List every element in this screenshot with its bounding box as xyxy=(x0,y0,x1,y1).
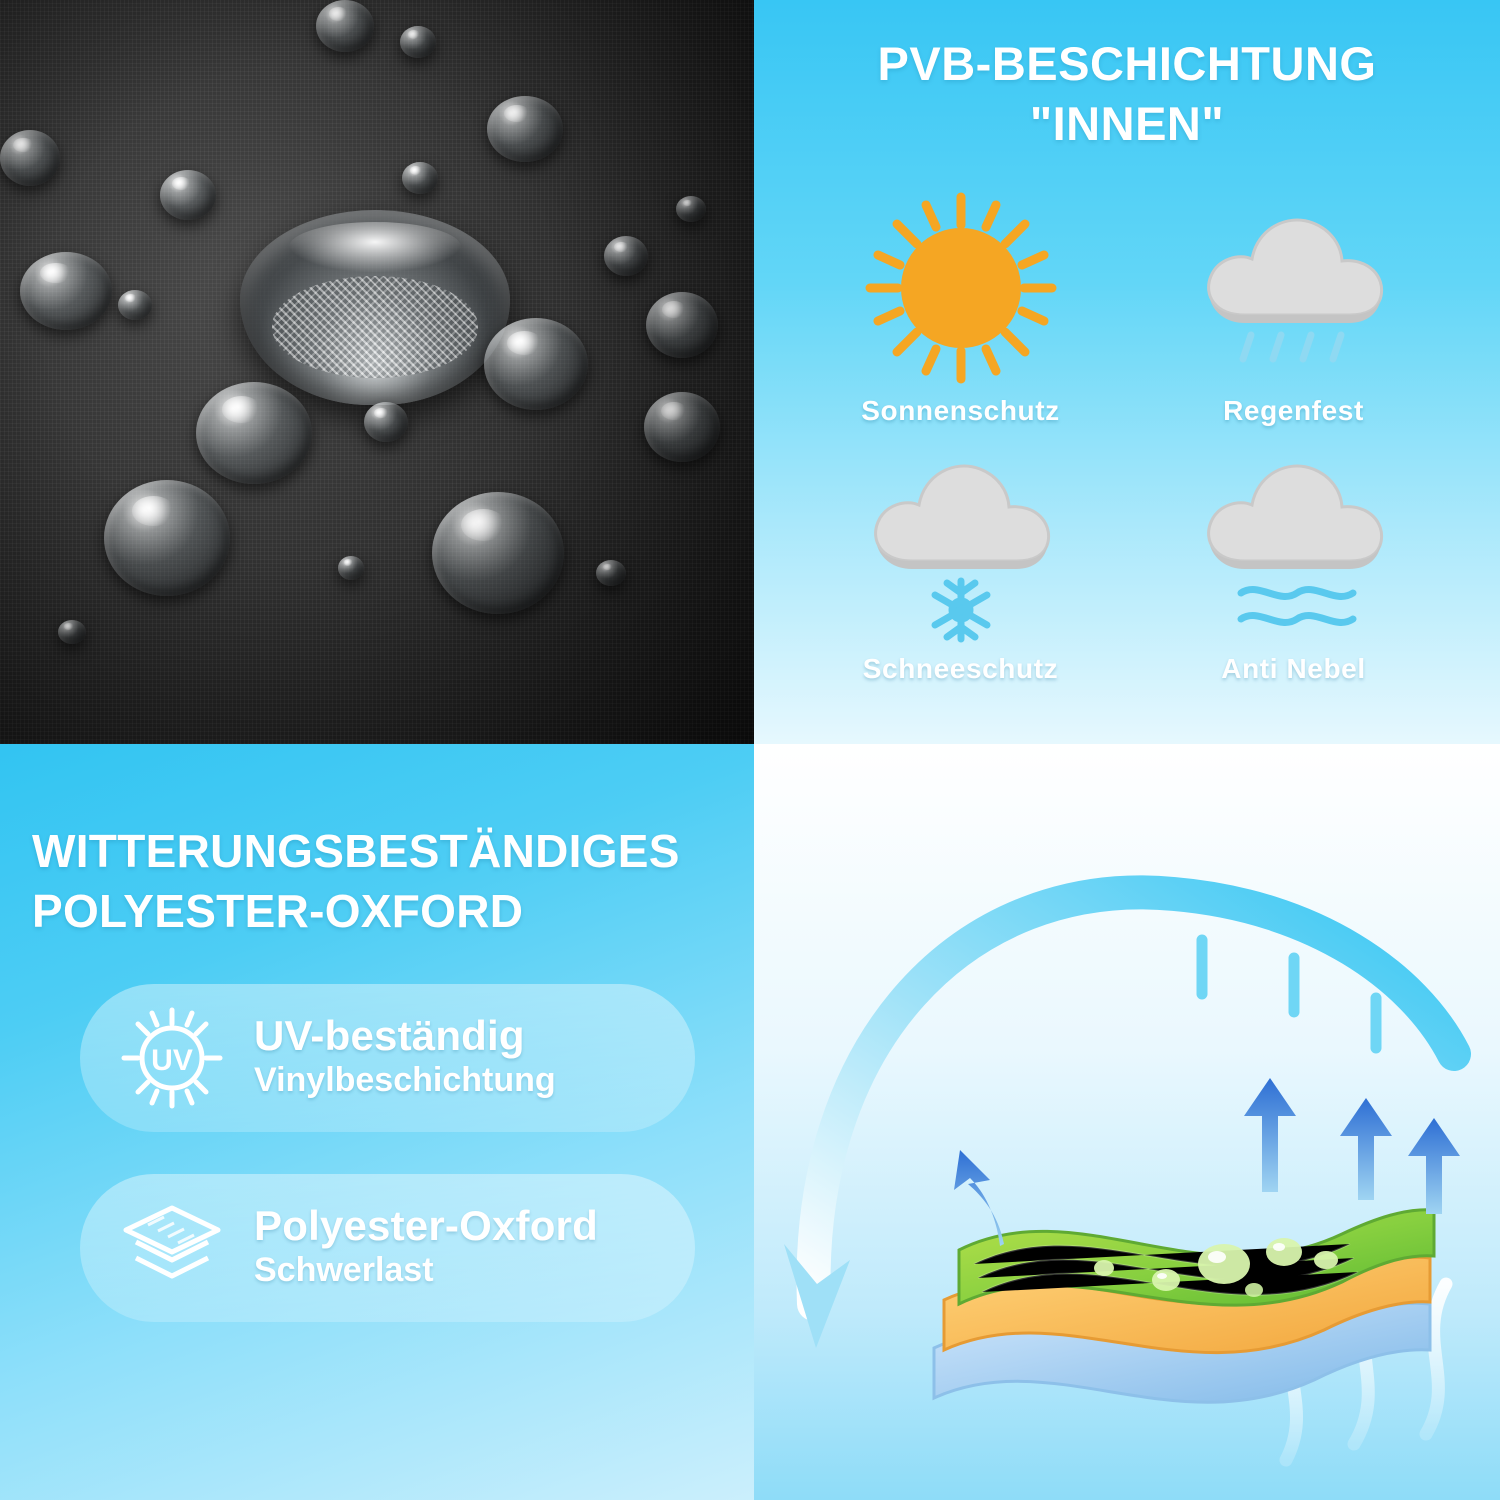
snow-cloud-icon xyxy=(794,453,1127,653)
oxford-title-line2: POLYESTER-OXFORD xyxy=(32,884,524,937)
water-drops-photo-panel xyxy=(0,0,754,744)
pill-polyester-oxford xyxy=(80,1174,695,1322)
breathable-layers-graphic xyxy=(754,744,1500,1500)
feature-label: Sonnenschutz xyxy=(861,395,1060,427)
pvb-coating-panel xyxy=(754,0,1500,744)
feature-label: Anti Nebel xyxy=(1221,653,1366,685)
feature-label: Schneeschutz xyxy=(862,653,1059,685)
pill-uv-bestaendig xyxy=(80,984,695,1132)
feature-regenfest xyxy=(1127,180,1460,427)
rain-cloud-icon xyxy=(1127,180,1460,395)
pill-primary: Polyester-Oxford xyxy=(254,1202,598,1250)
pvb-feature-grid xyxy=(794,180,1460,685)
pill-text xyxy=(254,1203,598,1292)
layers-icon xyxy=(116,1198,228,1298)
feature-schneeschutz xyxy=(794,453,1127,685)
oxford-title xyxy=(22,822,710,942)
pvb-title-line2: "INNEN" xyxy=(1029,97,1225,151)
feature-anti-nebel xyxy=(1127,453,1460,685)
breathable-layers-panel xyxy=(754,744,1500,1500)
sun-icon xyxy=(794,180,1127,395)
oxford-title-line1: WITTERUNGSBESTÄNDIGES xyxy=(32,825,680,877)
svg-text:UV: UV xyxy=(151,1043,193,1077)
photo-vignette xyxy=(0,0,754,744)
fog-cloud-icon xyxy=(1127,453,1460,653)
polyester-oxford-panel xyxy=(0,744,754,1500)
pill-secondary: Vinylbeschichtung xyxy=(254,1061,556,1100)
pill-primary: UV-beständig xyxy=(254,1012,525,1060)
pill-secondary: Schwerlast xyxy=(254,1251,434,1290)
pvb-title-line1: PVB-BESCHICHTUNG xyxy=(877,37,1377,90)
feature-sonnenschutz xyxy=(794,180,1127,427)
uv-sun-icon xyxy=(116,1004,228,1112)
pill-text xyxy=(254,1013,556,1102)
feature-label: Regenfest xyxy=(1223,395,1364,427)
pvb-title xyxy=(794,34,1460,154)
